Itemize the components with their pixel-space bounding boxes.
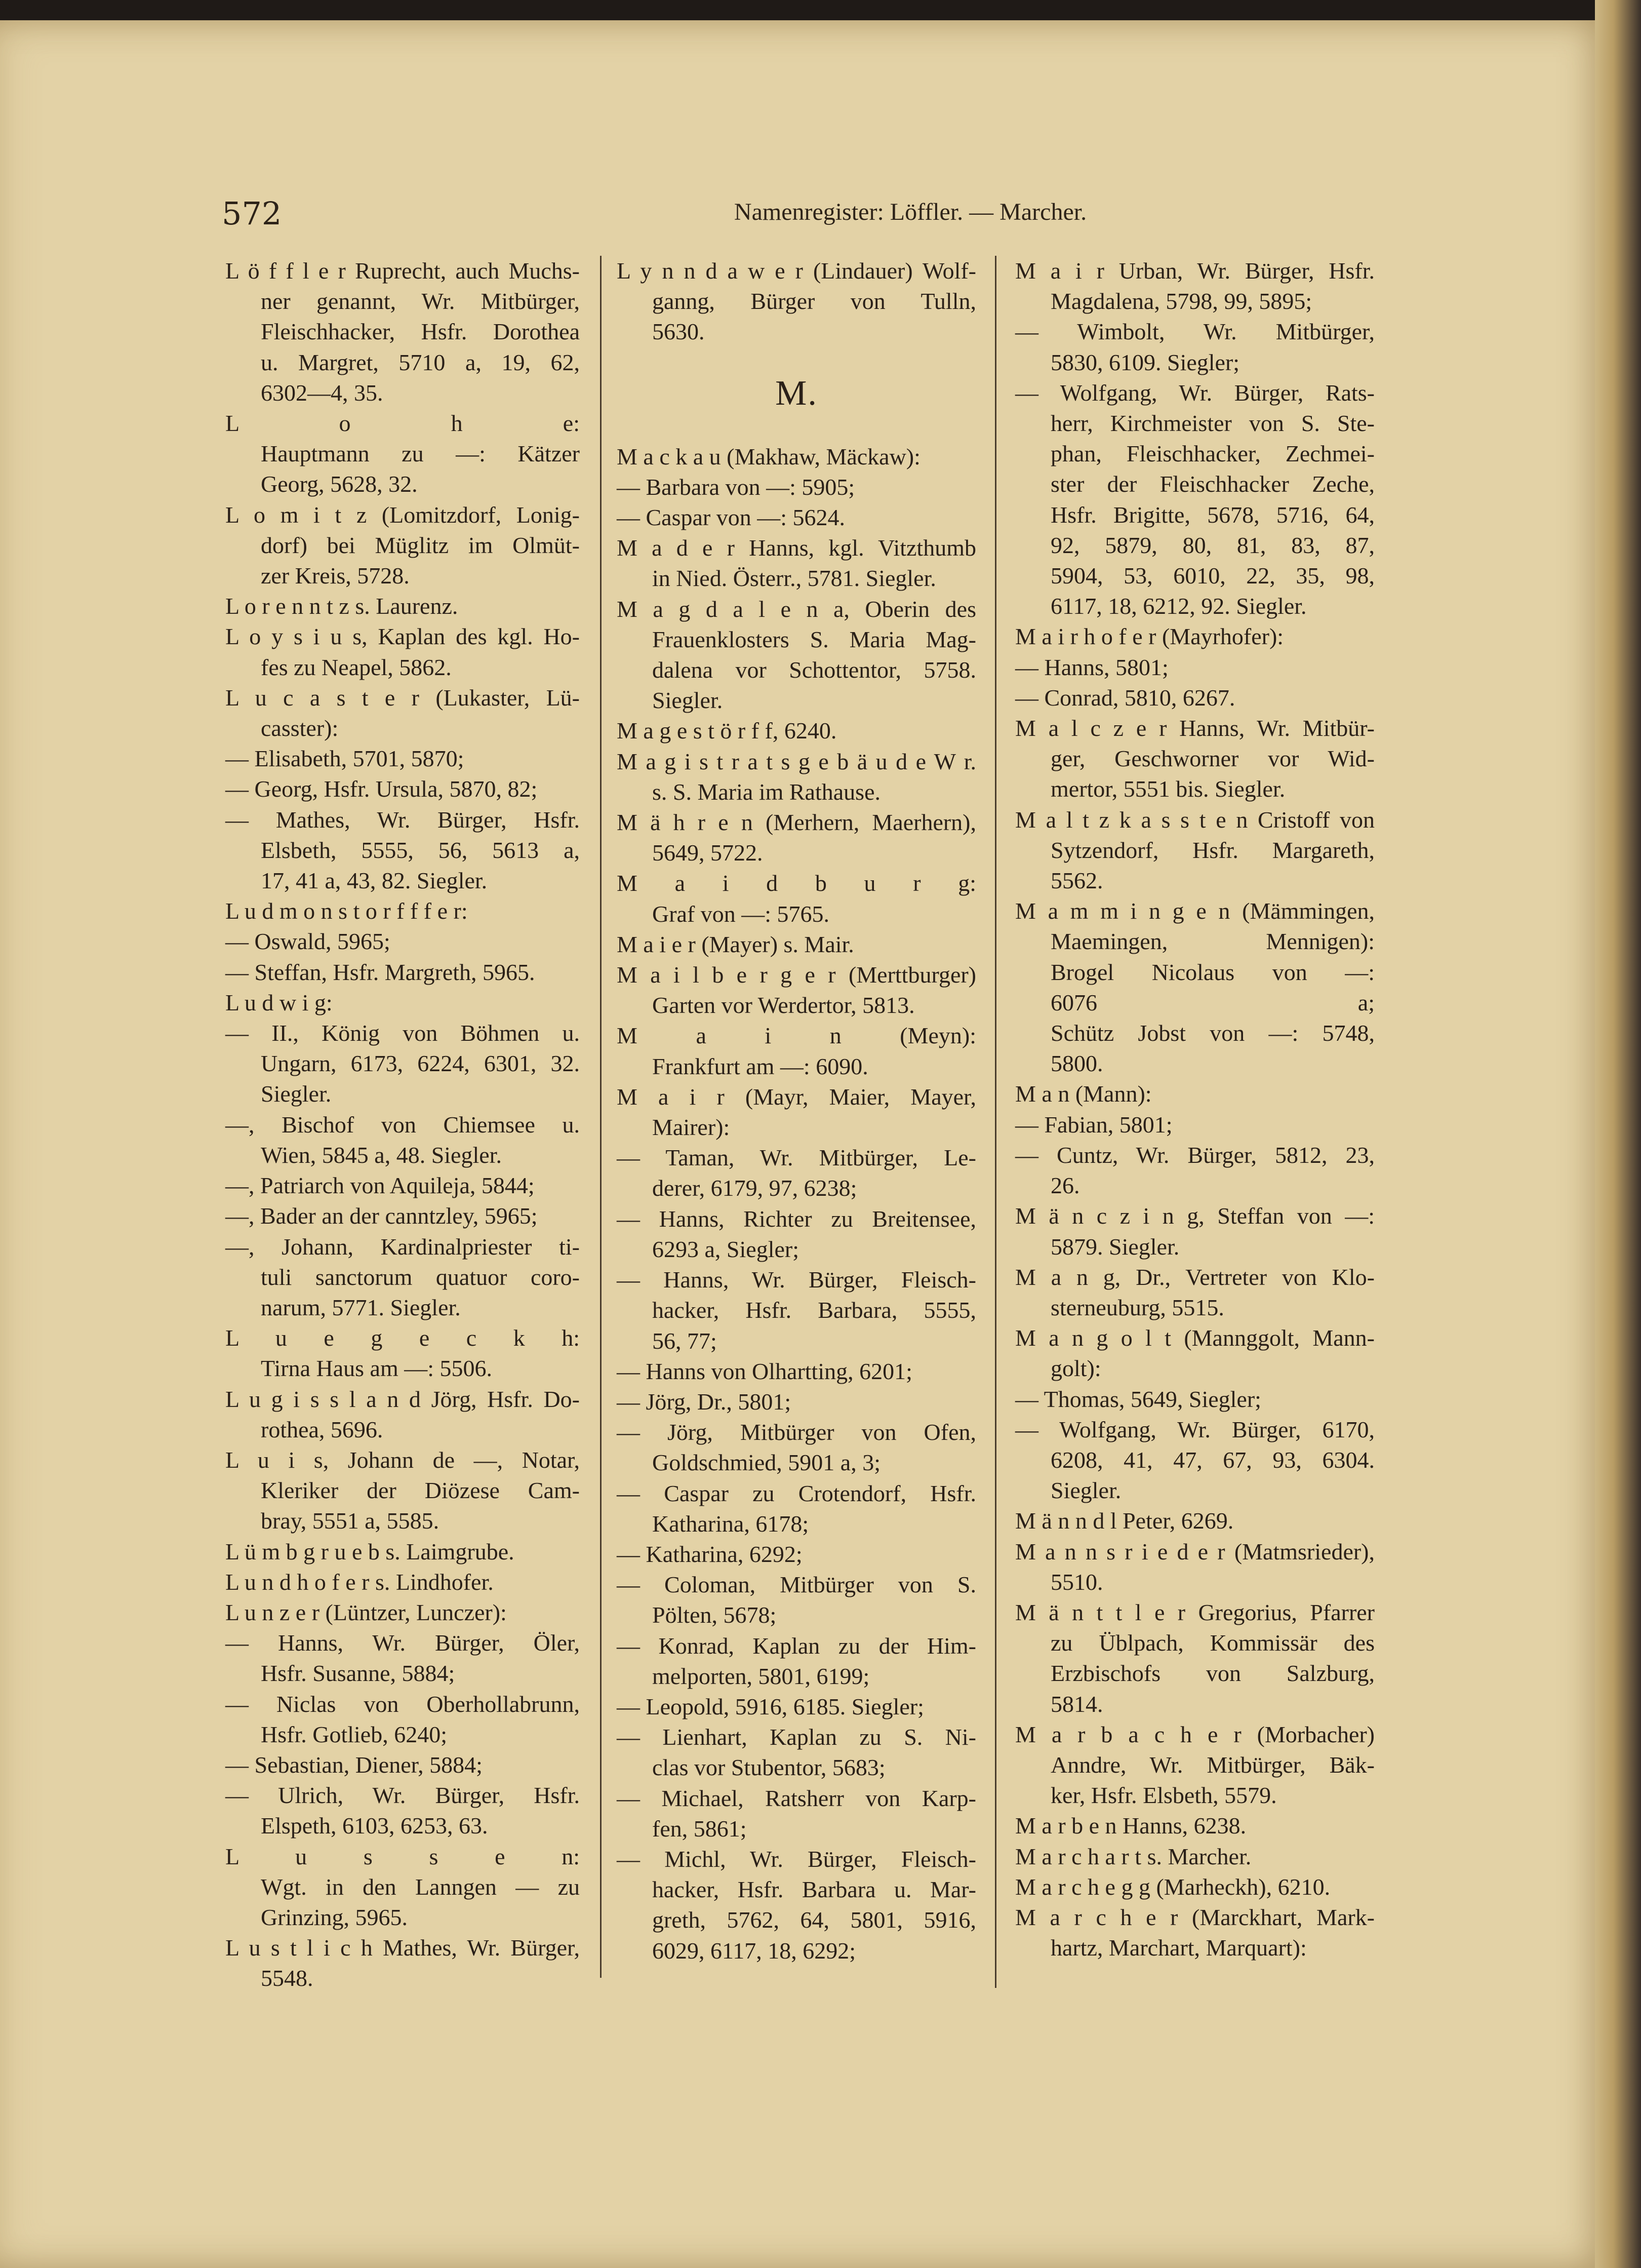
index-line: Mairer):: [652, 1114, 730, 1141]
index-line: — Conrad, 5810, 6267.: [1015, 684, 1235, 711]
index-line: — Wolfgang, Wr. Bürger, 6170,: [1015, 1416, 1375, 1442]
index-line: hacker, Hsfr. Barbara u. Mar-: [652, 1876, 976, 1903]
index-line: Hsfr. Susanne, 5884;: [261, 1660, 455, 1687]
page-header: [222, 195, 1508, 241]
index-line: — Cuntz, Wr. Bürger, 5812, 23,: [1015, 1142, 1375, 1168]
index-line: 6076 a;: [1051, 989, 1375, 1015]
index-line: Hauptmann zu —: Kätzer: [261, 441, 580, 467]
index-line: L u c a s t e r (Lukaster, Lü-: [225, 684, 580, 711]
index-line: dalena vor Schottentor, 5758.: [652, 657, 976, 683]
index-line: M a i r (Mayr, Maier, Mayer,: [617, 1083, 976, 1110]
index-line: — Steffan, Hsfr. Margreth, 5965.: [225, 959, 535, 985]
index-line: Wgt. in den Lanngen — zu: [261, 1873, 580, 1900]
index-line: M a r c h e r (Marckhart, Mark-: [1015, 1904, 1375, 1930]
index-line: 5649, 5722.: [652, 840, 763, 866]
index-line: 92, 5879, 80, 81, 83, 87,: [1051, 532, 1375, 558]
index-line: 5548.: [261, 1965, 313, 1991]
index-line: casster):: [261, 715, 339, 741]
index-line: Schütz Jobst von —: 5748,: [1051, 1020, 1375, 1046]
index-line: Siegler.: [1051, 1477, 1122, 1504]
index-line: 6302—4, 35.: [261, 379, 383, 406]
index-line: ger, Geschworner vor Wid-: [1051, 746, 1375, 772]
index-line: derer, 6179, 97, 6238;: [652, 1175, 857, 1201]
index-line: L u n d h o f e r s. Lindhofer.: [225, 1569, 494, 1595]
index-line: — Lienhart, Kaplan zu S. Ni-: [617, 1724, 976, 1750]
index-line: Kleriker der Diözese Cam-: [261, 1477, 580, 1504]
index-line: — Katharina, 6292;: [617, 1541, 803, 1567]
index-line: M ä n n d l Peter, 6269.: [1015, 1508, 1234, 1534]
index-line: — Hanns, 5801;: [1015, 654, 1169, 680]
index-line: fes zu Neapel, 5862.: [261, 654, 452, 680]
index-line: M a m m i n g e n (Mämmingen,: [1015, 898, 1375, 924]
index-line: — Niclas von Oberhollabrunn,: [225, 1691, 580, 1717]
index-line: M a c k a u (Makhaw, Mäckaw):: [617, 443, 920, 470]
index-line: — Thomas, 5649, Siegler;: [1015, 1386, 1261, 1412]
index-line: 6117, 18, 6212, 92. Siegler.: [1051, 593, 1307, 619]
index-line: Elsbeth, 5555, 56, 5613 a,: [261, 837, 580, 863]
index-line: — Caspar zu Crotendorf, Hsfr.: [617, 1480, 976, 1506]
index-line: 6208, 41, 47, 67, 93, 6304.: [1051, 1446, 1375, 1473]
index-line: Hsfr. Gotlieb, 6240;: [261, 1721, 447, 1747]
index-line: golt):: [1051, 1355, 1101, 1382]
index-line: M a i n (Meyn):: [617, 1023, 976, 1049]
index-line: L u s t l i c h Mathes, Wr. Bürger,: [225, 1935, 580, 1961]
index-line: Maemingen, Mennigen):: [1051, 928, 1375, 955]
index-line: — II., König von Böhmen u.: [225, 1020, 580, 1046]
index-line: 5879. Siegler.: [1051, 1233, 1180, 1260]
index-line: — Jörg, Mitbürger von Ofen,: [617, 1419, 976, 1445]
page-number: 572: [222, 195, 282, 232]
index-column-2: [617, 256, 976, 1966]
index-line: hacker, Hsfr. Barbara, 5555,: [652, 1297, 976, 1323]
index-line: M a n (Mann):: [1015, 1081, 1152, 1107]
index-line: — Sebastian, Diener, 5884;: [225, 1751, 483, 1778]
index-line: Sytzendorf, Hsfr. Margareth,: [1051, 837, 1375, 863]
index-line: M ä h r e n (Merhern, Maerhern),: [617, 809, 976, 836]
index-line: Fleischhacker, Hsfr. Dorothea: [261, 319, 580, 345]
index-line: 6293 a, Siegler;: [652, 1236, 799, 1262]
index-line: Magdalena, 5798, 99, 5895;: [1051, 288, 1312, 315]
index-line: phan, Fleischhacker, Zechmei-: [1051, 441, 1375, 467]
index-line: L o r e n n t z s. Laurenz.: [225, 593, 458, 619]
index-line: Erzbischofs von Salzburg,: [1051, 1660, 1375, 1687]
index-line: M ä n t t l e r Gregorius, Pfarrer: [1015, 1599, 1375, 1625]
index-line: Katharina, 6178;: [652, 1510, 809, 1537]
index-line: zu Üblpach, Kommissär des: [1051, 1630, 1375, 1656]
index-line: — Konrad, Kaplan zu der Him-: [617, 1632, 976, 1659]
index-line: M a r b e n Hanns, 6238.: [1015, 1813, 1247, 1839]
index-line: Frauenklosters S. Maria Mag-: [652, 626, 976, 652]
index-line: — Mathes, Wr. Bürger, Hsfr.: [225, 806, 580, 833]
index-line: L u n z e r (Lüntzer, Lunczer):: [225, 1599, 507, 1625]
index-line: M a r c h a r t s. Marcher.: [1015, 1843, 1252, 1869]
index-column-3: [1015, 256, 1375, 1963]
index-line: Pölten, 5678;: [652, 1602, 777, 1628]
index-line: narum, 5771. Siegler.: [261, 1294, 461, 1320]
column-rule-right: [995, 256, 996, 1988]
column-rule-left: [600, 256, 602, 1978]
index-line: — Michael, Ratsherr von Karp-: [617, 1785, 976, 1811]
index-line: greth, 5762, 64, 5801, 5916,: [652, 1907, 976, 1933]
index-line: s. S. Maria im Rathause.: [652, 778, 880, 805]
index-line: L ü m b g r u e b s. Laimgrube.: [225, 1538, 514, 1565]
index-line: L u d w i g:: [225, 989, 333, 1015]
index-line: —, Bischof von Chiemsee u.: [225, 1111, 580, 1138]
index-line: 5904, 53, 6010, 22, 35, 98,: [1051, 563, 1375, 589]
index-line: — Ulrich, Wr. Bürger, Hsfr.: [225, 1782, 580, 1809]
index-line: bray, 5551 a, 5585.: [261, 1508, 439, 1534]
index-line: M a n n s r i e d e r (Matmsrieder),: [1015, 1538, 1375, 1565]
index-line: 5800.: [1051, 1050, 1103, 1077]
index-line: 17, 41 a, 43, 82. Siegler.: [261, 868, 488, 894]
index-line: Anndre, Wr. Mitbürger, Bäk-: [1051, 1751, 1375, 1778]
index-line: L u d m o n s t o r f f f e r:: [225, 898, 468, 924]
index-line: M a n g o l t (Mannggolt, Mann-: [1015, 1325, 1375, 1351]
index-line: M a i r h o f e r (Mayrhofer):: [1015, 623, 1284, 650]
index-line: hartz, Marchart, Marquart):: [1051, 1935, 1307, 1961]
index-line: M a l c z e r Hanns, Wr. Mitbür-: [1015, 715, 1375, 741]
index-line: — Hanns, Richter zu Breitensee,: [617, 1205, 976, 1232]
index-line: u. Margret, 5710 a, 19, 62,: [261, 349, 580, 375]
index-line: ker, Hsfr. Elsbeth, 5579.: [1051, 1782, 1277, 1809]
index-line: L y n n d a w e r (Lindauer) Wolf-: [617, 258, 976, 284]
index-line: M a g d a l e n a, Oberin des: [617, 596, 976, 622]
section-letter-heading: M.: [775, 373, 818, 413]
index-line: — Georg, Hsfr. Ursula, 5870, 82;: [225, 776, 538, 802]
index-line: — Michl, Wr. Bürger, Fleisch-: [617, 1846, 976, 1872]
index-line: ganng, Bürger von Tulln,: [652, 288, 976, 315]
index-line: — Wolfgang, Wr. Bürger, Rats-: [1015, 379, 1375, 406]
index-line: 26.: [1051, 1172, 1080, 1199]
index-line: M a i r Urban, Wr. Bürger, Hsfr.: [1015, 258, 1375, 284]
index-line: M a r b a c h e r (Morbacher): [1015, 1721, 1375, 1747]
index-line: M ä n c z i n g, Steffan von —:: [1015, 1203, 1375, 1229]
index-line: L u g i s s l a n d Jörg, Hsfr. Do-: [225, 1386, 580, 1412]
index-line: — Oswald, 5965;: [225, 928, 390, 955]
index-line: Goldschmied, 5901 a, 3;: [652, 1450, 880, 1476]
index-line: rothea, 5696.: [261, 1416, 383, 1442]
index-line: mertor, 5551 bis. Siegler.: [1051, 776, 1286, 802]
index-line: M a l t z k a s s t e n Cristoff von: [1015, 806, 1375, 833]
index-line: dorf) bei Müglitz im Olmüt-: [261, 532, 580, 558]
index-line: Ungarn, 6173, 6224, 6301, 32.: [261, 1050, 580, 1077]
index-line: Graf von —: 5765.: [652, 901, 830, 927]
index-line: 56, 77;: [652, 1327, 717, 1354]
column-2-entries: [617, 442, 976, 1966]
index-line: L ö f f l e r Ruprecht, auch Muchs-: [225, 258, 580, 284]
index-line: fen, 5861;: [652, 1815, 747, 1842]
index-line: — Barbara von —: 5905;: [617, 474, 855, 500]
index-line: M a i d b u r g:: [617, 870, 976, 896]
index-line: —, Bader an der canntzley, 5965;: [225, 1203, 538, 1229]
index-line: Elspeth, 6103, 6253, 63.: [261, 1813, 488, 1839]
index-line: M a d e r Hanns, kgl. Vitzthumb: [617, 535, 976, 561]
index-line: in Nied. Österr., 5781. Siegler.: [652, 565, 936, 592]
index-line: 5814.: [1051, 1691, 1103, 1717]
index-line: ner genannt, Wr. Mitbürger,: [261, 288, 580, 315]
index-line: M a r c h e g g (Marheckh), 6210.: [1015, 1873, 1331, 1900]
index-line: — Coloman, Mitbürger von S.: [617, 1572, 976, 1598]
book-spine-edge: [1595, 0, 1641, 2268]
index-line: 5630.: [652, 319, 705, 345]
index-line: — Elisabeth, 5701, 5870;: [225, 746, 464, 772]
index-line: — Hanns, Wr. Bürger, Öler,: [225, 1630, 580, 1656]
index-line: Frankfurt am —: 6090.: [652, 1053, 868, 1079]
index-line: Wien, 5845 a, 48. Siegler.: [261, 1142, 502, 1168]
index-column-1: [225, 256, 580, 1994]
index-line: tuli sanctorum quatuor coro-: [261, 1264, 580, 1290]
index-line: M a i l b e r g e r (Merttburger): [617, 962, 976, 988]
index-line: M a n g, Dr., Vertreter von Klo-: [1015, 1264, 1375, 1290]
index-line: Georg, 5628, 32.: [261, 471, 418, 497]
index-line: — Caspar von —: 5624.: [617, 504, 846, 531]
index-line: 5830, 6109. Siegler;: [1051, 349, 1240, 375]
index-line: — Taman, Wr. Mitbürger, Le-: [617, 1145, 976, 1171]
index-line: L u i s, Johann de —, Notar,: [225, 1446, 580, 1473]
index-line: L u s s e n:: [225, 1843, 580, 1869]
index-line: L o m i t z (Lomitzdorf, Lonig-: [225, 501, 580, 528]
index-line: Grinzing, 5965.: [261, 1904, 408, 1930]
index-line: Garten vor Werdertor, 5813.: [652, 992, 915, 1019]
index-line: Tirna Haus am —: 5506.: [261, 1355, 493, 1382]
column-2-top-entries: [617, 256, 976, 347]
index-line: L u e g e c k h:: [225, 1325, 580, 1351]
index-line: Brogel Nicolaus von —:: [1051, 959, 1375, 985]
index-line: clas vor Stubentor, 5683;: [652, 1754, 886, 1781]
index-line: L o y s i u s, Kaplan des kgl. Ho-: [225, 623, 580, 650]
index-line: Siegler.: [652, 687, 723, 714]
index-line: Hsfr. Brigitte, 5678, 5716, 64,: [1051, 501, 1375, 528]
index-line: melporten, 5801, 6199;: [652, 1663, 870, 1689]
index-line: Siegler.: [261, 1081, 332, 1107]
index-line: —, Patriarch von Aquileja, 5844;: [225, 1172, 535, 1199]
index-line: L o h e:: [225, 410, 580, 437]
index-line: ster der Fleischhacker Zeche,: [1051, 471, 1375, 497]
scan-top-edge: [0, 0, 1641, 23]
index-line: — Wimbolt, Wr. Mitbürger,: [1015, 319, 1375, 345]
index-line: — Hanns, Wr. Bürger, Fleisch-: [617, 1267, 976, 1293]
index-line: herr, Kirchmeister von S. Ste-: [1051, 410, 1375, 437]
index-line: 6029, 6117, 18, 6292;: [652, 1937, 856, 1964]
index-line: sterneuburg, 5515.: [1051, 1294, 1224, 1320]
index-line: — Leopold, 5916, 6185. Siegler;: [617, 1693, 924, 1719]
index-line: M a i e r (Mayer) s. Mair.: [617, 931, 854, 957]
index-line: — Hanns von Olhartting, 6201;: [617, 1358, 912, 1384]
index-line: 5562.: [1051, 868, 1103, 894]
running-title: Namenregister: Löffler. — Marcher.: [734, 199, 1087, 225]
index-line: M a g i s t r a t s g e b ä u d e W r.: [617, 748, 976, 774]
index-line: — Jörg, Dr., 5801;: [617, 1388, 791, 1415]
index-line: —, Johann, Kardinalpriester ti-: [225, 1233, 580, 1260]
index-line: — Fabian, 5801;: [1015, 1111, 1173, 1138]
index-line: 5510.: [1051, 1569, 1103, 1595]
index-line: M a g e s t ö r f f, 6240.: [617, 718, 837, 744]
index-line: zer Kreis, 5728.: [261, 563, 410, 589]
